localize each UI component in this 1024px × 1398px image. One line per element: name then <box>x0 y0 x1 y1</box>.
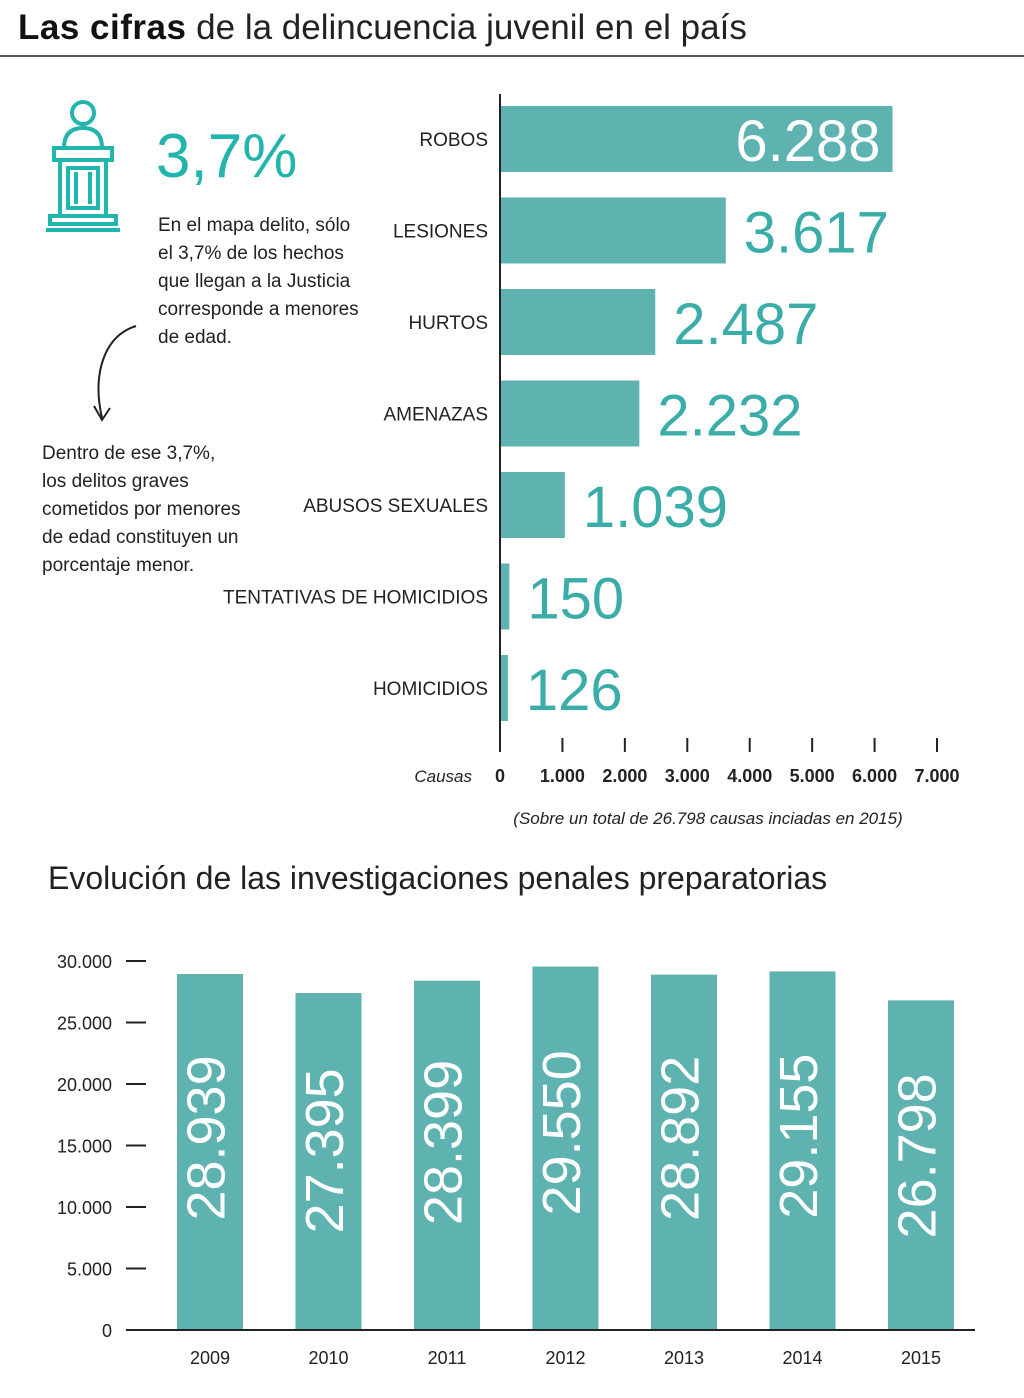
header-divider <box>0 55 1024 57</box>
bar-abusos-sexuales <box>500 472 565 538</box>
y-tick-label: 30.000 <box>56 952 112 972</box>
y-tick-label: 10.000 <box>56 1198 112 1218</box>
value-label: 150 <box>527 566 625 632</box>
x-tick-label: 5.000 <box>789 766 835 786</box>
bar-lesiones <box>500 198 726 264</box>
bar-hurtos <box>500 289 655 355</box>
x-category-label: 2012 <box>545 1348 586 1368</box>
bar-value-label: 29.155 <box>768 1053 829 1219</box>
category-label: HOMICIDIOS <box>372 679 488 700</box>
x-category-label: 2011 <box>427 1348 467 1368</box>
title-bold: Las cifras <box>18 8 187 47</box>
bar-value-label: 28.939 <box>176 1055 237 1221</box>
category-label: TENTATIVAS DE HOMICIDIOS <box>223 587 488 609</box>
value-label: 2.232 <box>657 383 803 449</box>
horizontal-bar-chart <box>0 80 1024 840</box>
category-label: ROBOS <box>419 130 488 151</box>
bar-homicidios <box>500 655 508 721</box>
title-rest: de la delincuencia juvenil en el país <box>186 8 747 47</box>
value-label: 6.288 <box>735 109 881 174</box>
x-category-label: 2010 <box>308 1348 349 1368</box>
x-tick-label: 3.000 <box>664 766 710 786</box>
x-tick-label: 0 <box>494 766 506 786</box>
x-category-label: 2013 <box>663 1348 705 1368</box>
y-tick-label: 15.000 <box>56 1136 112 1157</box>
chart-footnote: (Sobre un total de 26.798 causas inciadas en 2015) <box>513 809 903 828</box>
stat-description: En el mapa delito, sólo el 3,7% de los hechos que llegan a la Justicia corresponde a menores de edad. <box>158 215 359 348</box>
vertical-bar-chart <box>0 930 1024 1390</box>
stat-note: Dentro de ese 3,7%, los delitos graves cometidos por menores de edad constituyen un porcentaje menor. <box>42 443 241 576</box>
value-label: 126 <box>525 658 623 723</box>
x-category-label: 2015 <box>900 1348 942 1368</box>
value-label: 1.039 <box>582 475 729 540</box>
stat-percentage: 3,7% <box>156 122 298 191</box>
category-label: HURTOS <box>408 313 488 334</box>
x-axis-label: Causas <box>414 767 472 786</box>
category-label: LESIONES <box>392 221 488 243</box>
value-label: 2.487 <box>673 292 819 357</box>
y-tick-label: 5.000 <box>66 1259 112 1280</box>
x-category-label: 2014 <box>782 1348 823 1368</box>
y-tick-label: 20.000 <box>56 1075 112 1095</box>
value-label: 3.617 <box>743 200 889 266</box>
x-tick-label: 4.000 <box>727 766 773 786</box>
bar-value-label: 26.798 <box>887 1073 948 1239</box>
bar-tentativas-de-homicidios <box>500 564 509 630</box>
x-category-label: 2009 <box>189 1348 231 1368</box>
y-tick-label: 0 <box>101 1321 112 1341</box>
y-tick-label: 25.000 <box>56 1013 112 1034</box>
bar-value-label: 28.399 <box>413 1059 474 1226</box>
x-tick-label: 7.000 <box>914 766 960 786</box>
bar-value-label: 29.550 <box>531 1050 592 1216</box>
bar-value-label: 27.395 <box>294 1068 355 1234</box>
bar-value-label: 28.892 <box>650 1055 711 1221</box>
x-tick-label: 2.000 <box>602 766 648 786</box>
vertical-chart-title: Evolución de las investigaciones penales preparatorias <box>48 860 828 896</box>
x-tick-label: 6.000 <box>852 766 898 786</box>
page-title <box>18 6 1008 50</box>
category-label: ABUSOS SEXUALES <box>303 496 488 517</box>
x-tick-label: 1.000 <box>539 766 585 786</box>
category-label: AMENAZAS <box>383 404 488 426</box>
bar-amenazas <box>500 381 639 447</box>
